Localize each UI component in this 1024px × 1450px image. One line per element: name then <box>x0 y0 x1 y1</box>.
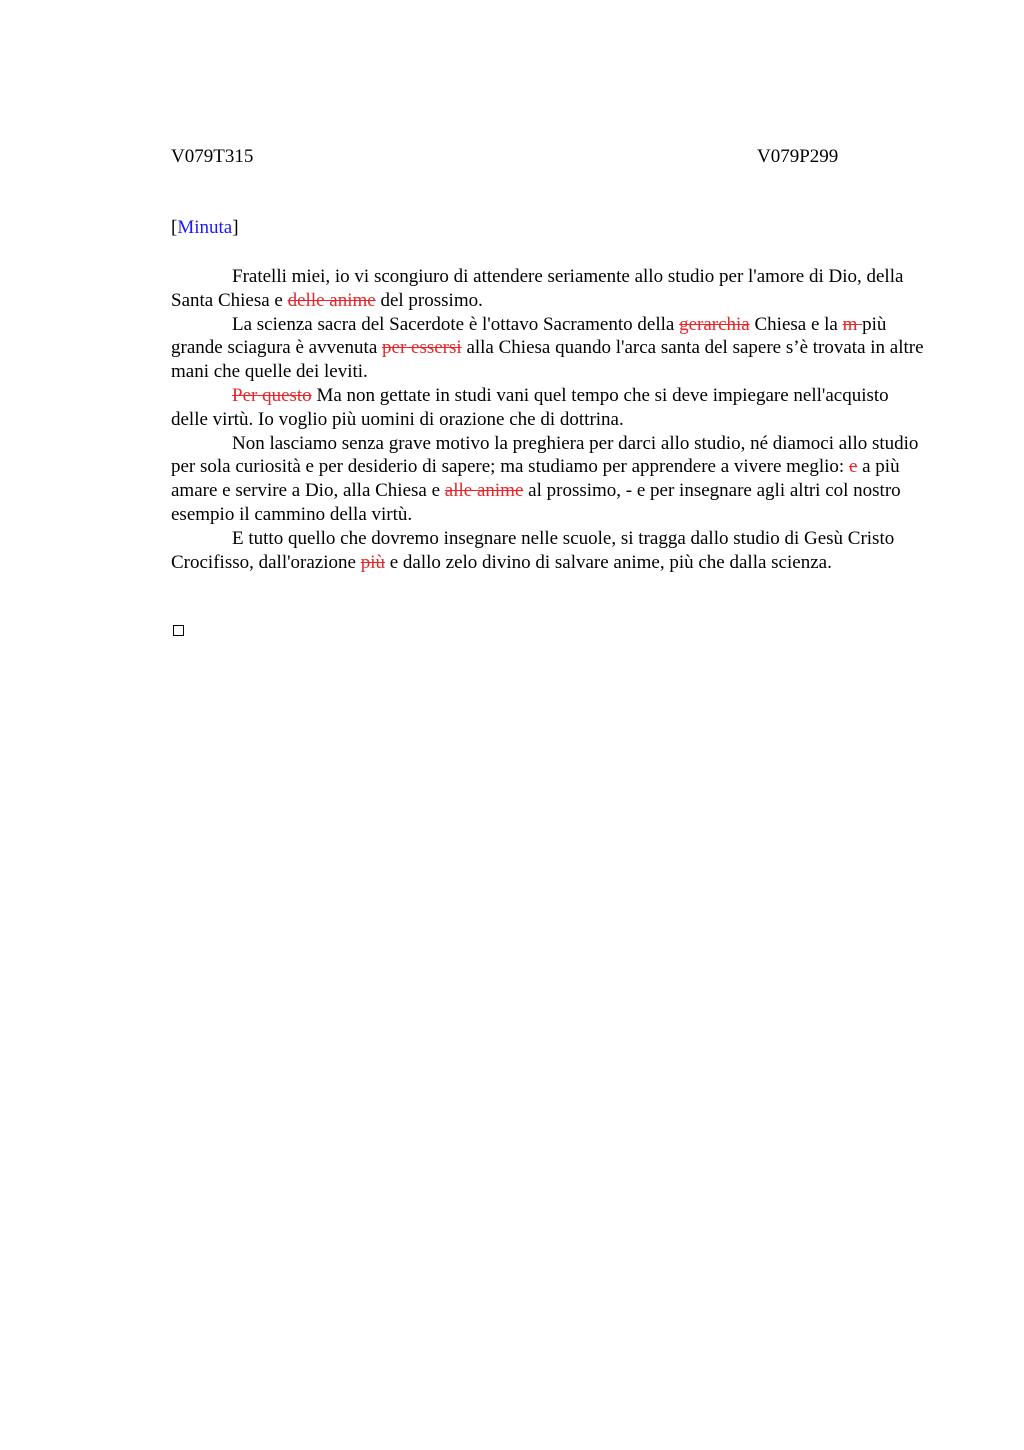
text-segment: Ma non gettate in studi vani quel tempo che si deve impiegare nell'acquisto delle virtù. Io voglio più uomini di orazione che di dottrina. <box>171 384 889 430</box>
deleted-text: gerarchia <box>679 313 750 335</box>
deleted-text: Per questo <box>232 384 312 406</box>
document-page <box>171 0 931 1450</box>
document-id-right: V079P299 <box>757 146 839 167</box>
deleted-text: alle anime <box>444 480 524 502</box>
tag-label-minuta: Minuta <box>177 217 233 238</box>
deleted-text: delle anime <box>287 289 376 311</box>
paragraph <box>171 527 926 575</box>
paragraph <box>171 384 926 432</box>
paragraph <box>171 265 926 313</box>
text-segment: Fratelli miei, io vi scongiuro di attendere seriamente allo studio per l'amore di Dio, della Santa Chiesa e <box>171 266 904 311</box>
document-type-tag <box>171 216 239 240</box>
text-segment: alla Chiesa quando l'arca santa del sapere s’è trovata in altre mani che quelle dei leviti. <box>171 337 924 383</box>
paragraph <box>171 313 926 384</box>
text-segment: al prossimo, - e per insegnare agli altri col nostro esempio il cammino della virtù. <box>171 480 901 525</box>
text-segment: e dallo zelo divino di salvare anime, più che dalla scienza. <box>384 551 832 573</box>
text-segment: Chiesa e la <box>749 313 843 335</box>
deleted-text: più <box>360 551 385 573</box>
text-segment: Non lasciamo senza grave motivo la preghiera per darci allo studio, né diamoci allo studio per sola curiosità e per desiderio di sapere; ma studiamo per apprendere a vivere meglio: <box>171 432 919 478</box>
deleted-text: per essersi <box>382 337 462 359</box>
text-segment: La scienza sacra del Sacerdote è l'ottavo Sacramento della <box>232 313 680 335</box>
letter-body <box>171 265 926 574</box>
deleted-text: m <box>842 313 863 335</box>
text-segment: a più amare e servire a Dio, alla Chiesa e <box>171 456 900 502</box>
tag-open-bracket: [ <box>171 217 178 238</box>
text-segment: più grande sciagura è avvenuta <box>171 313 887 359</box>
paragraph <box>171 432 926 527</box>
deleted-text: e <box>848 456 858 478</box>
document-header <box>171 145 931 169</box>
document-id-left: V079T315 <box>171 146 254 167</box>
text-segment: E tutto quello che dovremo insegnare nelle scuole, si tragga dallo studio di Gesù Cristo Crocifisso, dall'orazione <box>171 527 895 573</box>
tag-close-bracket: ] <box>232 217 239 238</box>
end-marker-square-icon <box>173 625 184 636</box>
text-segment: del prossimo. <box>375 289 483 311</box>
